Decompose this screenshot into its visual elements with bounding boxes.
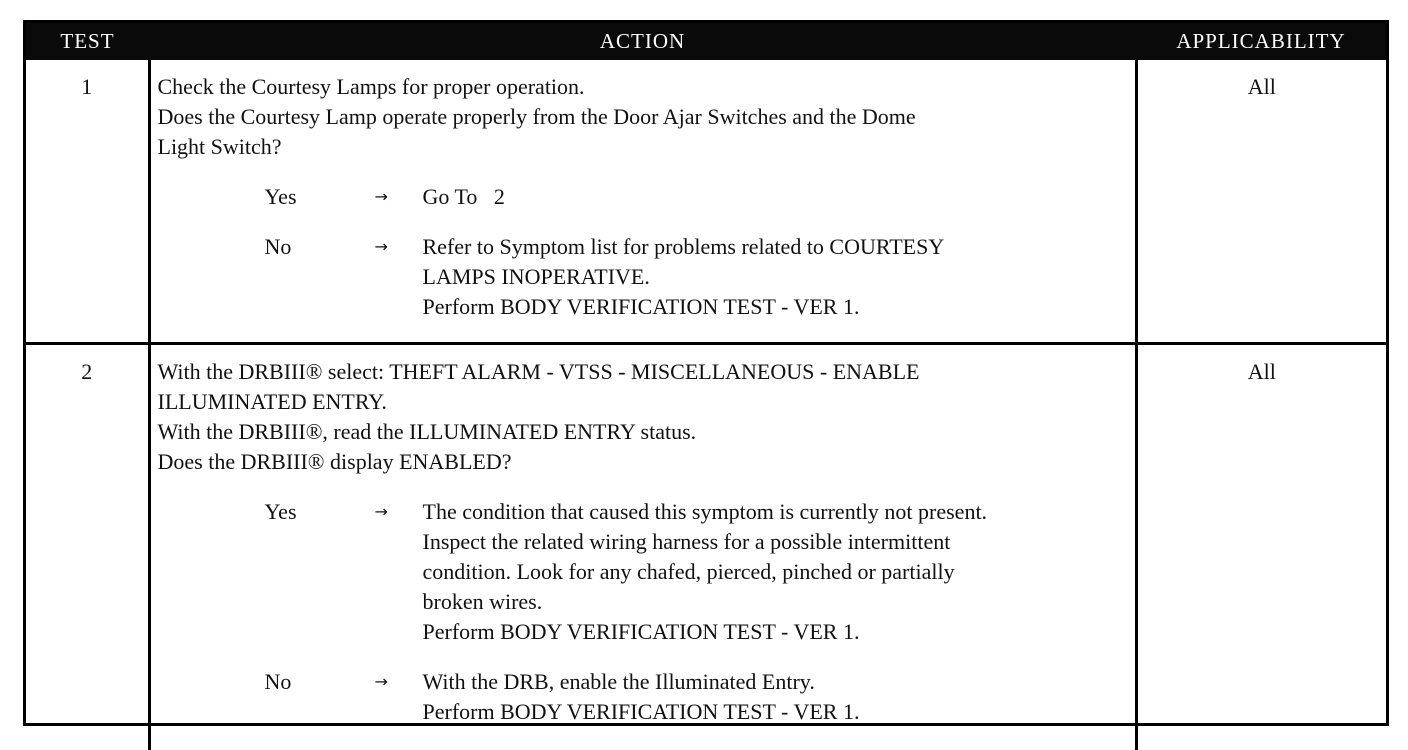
table-row [26,60,1386,344]
outcome-yes [158,182,1125,212]
action-line: With the DRBIII® select: THEFT ALARM - VTSS - MISCELLANEOUS - ENABLE [158,357,1125,387]
outcome-line: Inspect the related wiring harness for a possible intermittent [423,527,1125,557]
outcome-text [423,232,1125,322]
outcome-line: Perform BODY VERIFICATION TEST - VER 1. [423,617,1125,647]
action-line: ILLUMINATED ENTRY. [158,387,1125,417]
outcome-no [158,232,1125,322]
column-header-action: ACTION [149,23,1136,60]
test-action-table [26,23,1386,750]
outcome-label: Yes [158,497,375,647]
outcome-text [423,497,1125,647]
action-line: Check the Courtesy Lamps for proper operation. [158,72,1125,102]
outcome-line: Go To 2 [423,182,1125,212]
outcome-line: LAMPS INOPERATIVE. [423,262,1125,292]
applicability-value: All [1136,344,1386,750]
outcome-label: No [158,232,375,322]
table-row [26,344,1386,750]
action-line: Does the DRBIII® display ENABLED? [158,447,1125,477]
arrow-right-icon: → [375,232,423,322]
outcome-text [423,667,1125,727]
action-line: Does the Courtesy Lamp operate properly from the Door Ajar Switches and the Dome [158,102,1125,132]
arrow-right-icon: → [375,182,423,212]
arrow-right-icon: → [375,497,423,647]
outcome-yes [158,497,1125,647]
action-cell [149,60,1136,344]
column-header-applicability: APPLICABILITY [1136,23,1386,60]
applicability-value: All [1136,60,1386,344]
action-cell [149,344,1136,750]
outcome-line: Perform BODY VERIFICATION TEST - VER 1. [423,697,1125,727]
outcome-line: broken wires. [423,587,1125,617]
table-header-row [26,23,1386,60]
outcome-label: No [158,667,375,727]
outcome-text [423,182,1125,212]
arrow-right-icon: → [375,667,423,727]
column-header-test: TEST [26,23,149,60]
test-number: 1 [26,60,149,344]
outcome-line: The condition that caused this symptom is currently not present. [423,497,1125,527]
outcome-label: Yes [158,182,375,212]
test-number: 2 [26,344,149,750]
action-line: With the DRBIII®, read the ILLUMINATED ENTRY status. [158,417,1125,447]
diagnostic-procedure-table [23,20,1389,726]
outcome-line: With the DRB, enable the Illuminated Entry. [423,667,1125,697]
action-line: Light Switch? [158,132,1125,162]
outcome-line: Refer to Symptom list for problems related to COURTESY [423,232,1125,262]
outcome-no [158,667,1125,727]
outcome-line: condition. Look for any chafed, pierced, pinched or partially [423,557,1125,587]
outcome-line: Perform BODY VERIFICATION TEST - VER 1. [423,292,1125,322]
